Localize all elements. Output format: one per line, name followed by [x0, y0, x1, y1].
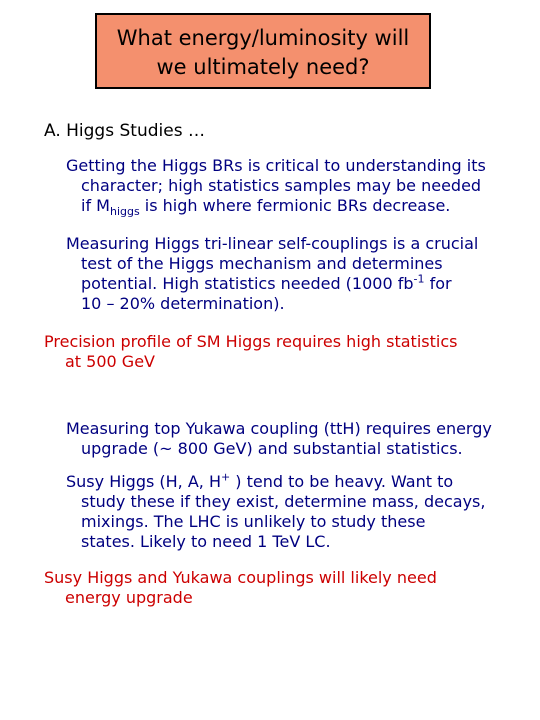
section-heading: A. Higgs Studies … [44, 121, 205, 141]
paragraph-line: Measuring Higgs tri-linear self-couplings is a crucial [66, 234, 479, 253]
text-span: is high where fermionic BRs decrease. [139, 196, 451, 215]
conclusion-line: Precision profile of SM Higgs requires high statistics [44, 332, 458, 351]
conclusion-line: Susy Higgs and Yukawa couplings will likely need [44, 568, 437, 587]
paragraph-line: Measuring top Yukawa coupling (ttH) requires energy [66, 419, 492, 438]
paragraph-line: states. Likely to need 1 TeV LC. [81, 532, 331, 551]
paragraph-line: 10 – 20% determination). [81, 294, 285, 313]
title-line-1: What energy/luminosity will [116, 26, 410, 50]
paragraph-line: mixings. The LHC is unlikely to study these [81, 512, 426, 531]
conclusion-precision [44, 332, 457, 372]
paragraph-line: character; high statistics samples may be needed [81, 176, 482, 195]
conclusion-line: energy upgrade [65, 588, 193, 607]
subscript: higgs [109, 205, 140, 219]
paragraph-line: Getting the Higgs BRs is critical to understanding its [66, 156, 486, 175]
text-span: if M [81, 196, 110, 215]
paragraph-line [66, 274, 478, 294]
paragraph-self-couplings [66, 234, 478, 314]
text-span: ) tend to be heavy. Want to [230, 472, 454, 491]
superscript: -1 [413, 272, 425, 286]
conclusion-susy-yukawa [44, 568, 437, 608]
paragraph-yukawa [66, 419, 492, 459]
text-span: for [424, 274, 452, 293]
paragraph-line: study these if they exist, determine mass, decays, [81, 492, 486, 511]
paragraph-line [66, 472, 485, 492]
paragraph-higgs-brs [66, 156, 486, 219]
paragraph-line [66, 196, 486, 219]
superscript: + [221, 470, 231, 484]
paragraph-susy-higgs [66, 472, 485, 552]
title-box [95, 13, 431, 89]
text-span: Susy Higgs (H, A, H [66, 472, 221, 491]
paragraph-line: upgrade (~ 800 GeV) and substantial statistics. [81, 439, 463, 458]
text-span: potential. High statistics needed (1000 fb [81, 274, 414, 293]
conclusion-line: at 500 GeV [65, 352, 155, 371]
title-line-2: we ultimately need? [156, 55, 370, 79]
paragraph-line: test of the Higgs mechanism and determines [81, 254, 443, 273]
